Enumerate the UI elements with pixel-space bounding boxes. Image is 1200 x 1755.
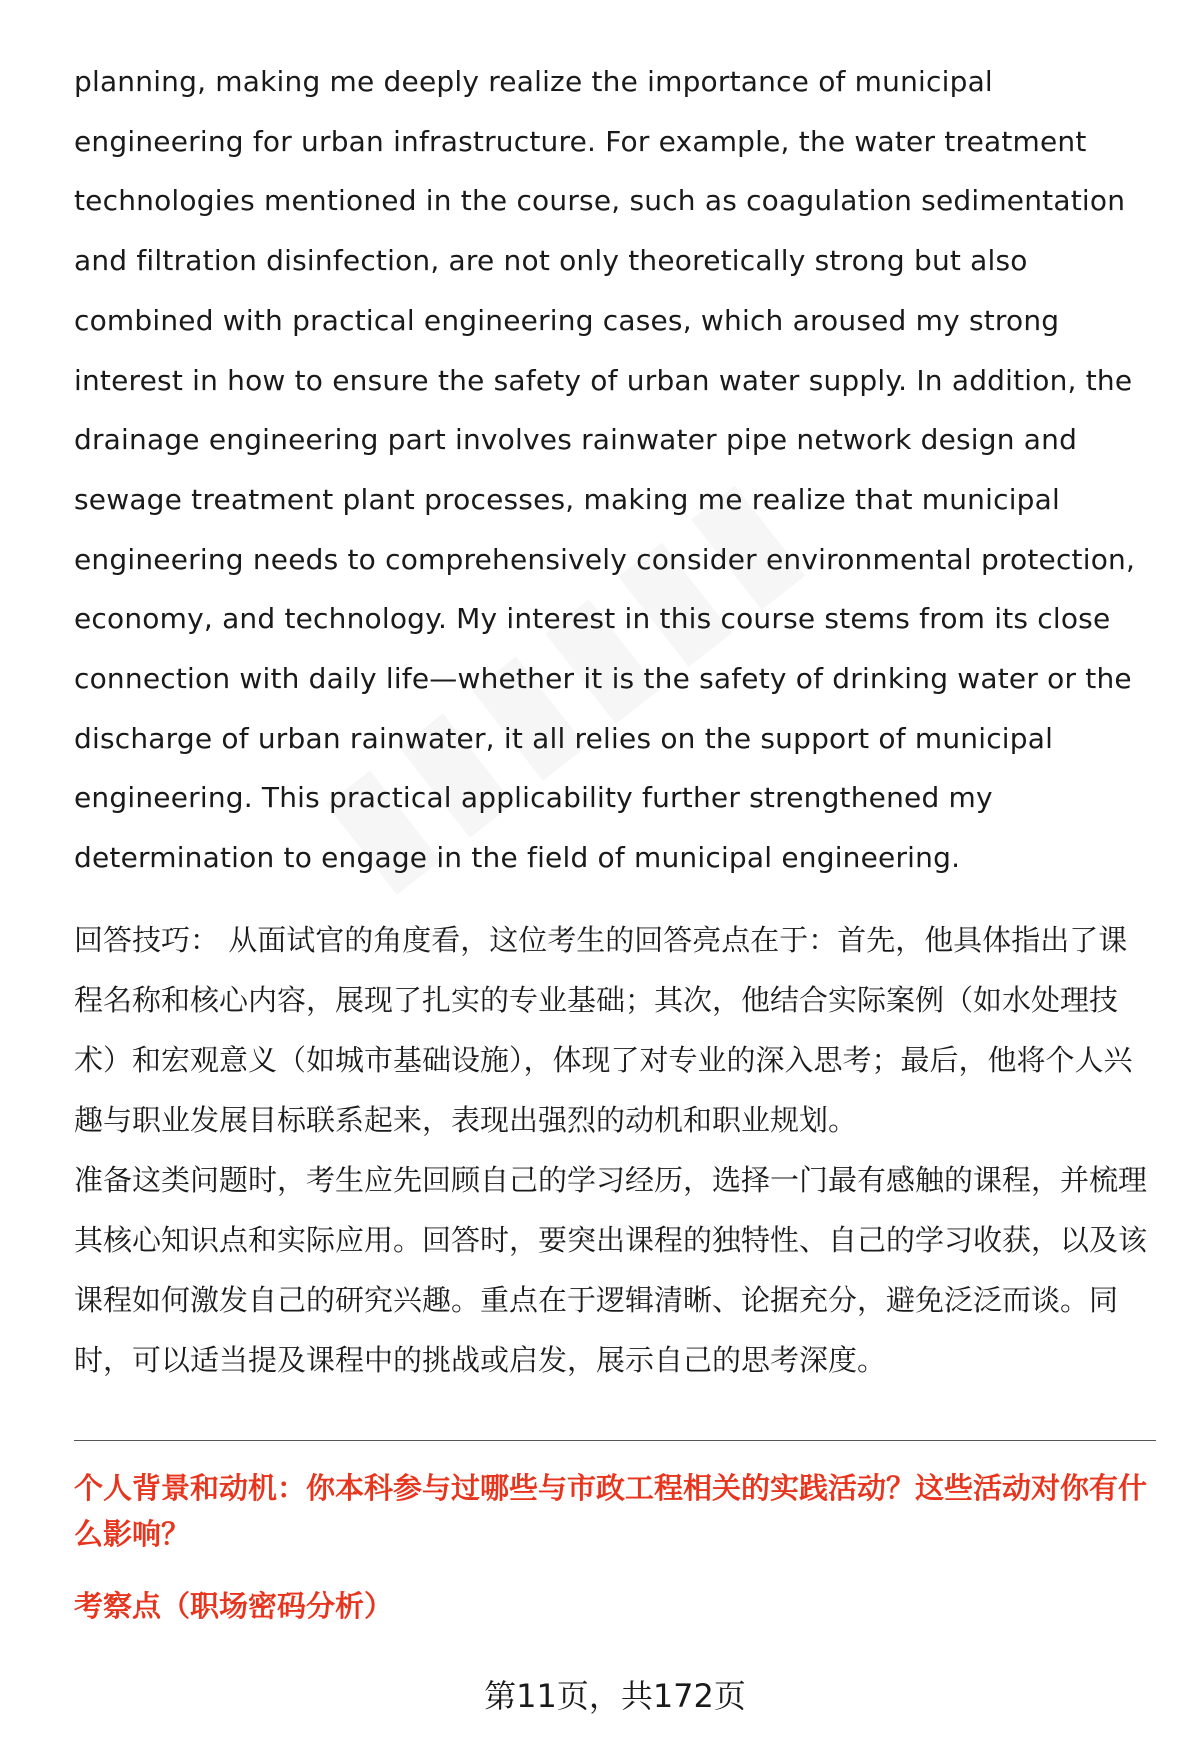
answer-english-paragraph: planning, making me deeply realize the importance of municipal engineering for urban infrastructure. For example, the water treatment technologies mentioned in the course, such as coagulation sedimentation and filtration disinfection, are not only theoretically strong but also combined with practical engineering cases, which aroused my strong interest in how to ensure the safety of urban water supply. In addition, the drainage engineering part involves rainwater pipe network design and sewage treatment plant processes, making me realize that municipal engineering needs to comprehensively consider environmental protection, economy, and technology. My interest in this course stems from its close connection with daily life—whether it is the safety of drinking water or the discharge of urban rainwater, it all relies on the support of municipal engineering. This practical applicability further strengthened my determination to engage in the field of municipal engineering. [74, 65, 1136, 875]
preparation-advice-paragraph: 准备这类问题时，考生应先回顾自己的学习经历，选择一门最有感触的课程，并梳理其核心知识点和实际应用。回答时，要突出课程的独特性、自己的学习收获，以及该课程如何激发自己的研究兴趣。重点在于逻辑清晰、论据充分，避免泛泛而谈。同时，可以适当提及课程中的挑战或启发，展示自己的思考深度。 [74, 1162, 1148, 1377]
question-heading: 个人背景和动机：你本科参与过哪些与市政工程相关的实践活动？这些活动对你有什么影响？ [74, 1471, 1148, 1551]
answer-tips-section [74, 910, 1154, 1390]
answer-tips-paragraph: 回答技巧： 从面试官的角度看，这位考生的回答亮点在于：首先，他具体指出了课程名称和核心内容，展现了扎实的专业基础；其次，他结合实际案例（如水处理技术）和宏观意义（如城市基础设施），体现了对专业的深入思考；最后，他将个人兴趣与职业发展目标联系起来，表现出强烈的动机和职业规划。 [74, 922, 1133, 1137]
section-divider [74, 1440, 1156, 1441]
document-content [74, 52, 1154, 1390]
page-number-footer: 第11页，共172页 [484, 1677, 746, 1715]
exam-point-heading: 考察点（职场密码分析） [74, 1589, 394, 1623]
